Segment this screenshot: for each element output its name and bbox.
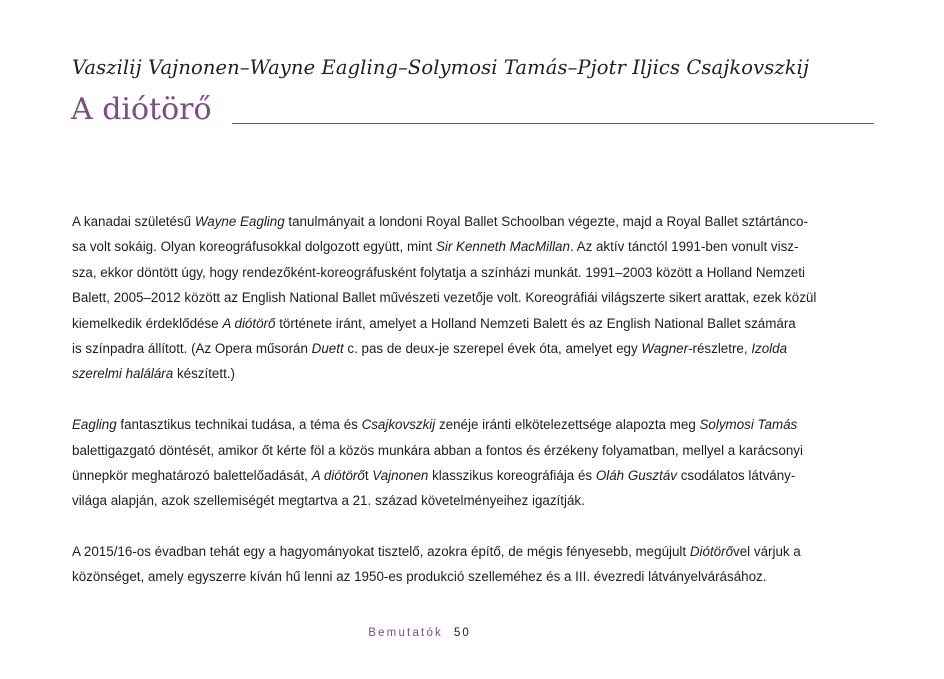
- italic-text: Sir Kenneth MacMillan: [435, 239, 570, 255]
- page-footer: [0, 627, 944, 647]
- text-run: t: [364, 467, 373, 483]
- text-run: fantasztikus technikai tudása, a téma és: [116, 417, 362, 433]
- text-run: története iránt, amelyet a Holland Nemzeti Balett és az English National Ballet számára: [275, 315, 796, 331]
- italic-text: Vajnonen: [372, 467, 429, 483]
- text-run: világa alapján, azok szellemiségét megtartva a 21. század követelményeihez igazítják.: [72, 493, 585, 509]
- text-line: [72, 285, 874, 310]
- paragraph: [72, 209, 874, 387]
- text-line: [72, 336, 874, 361]
- text-run: csodálatos látvány-: [676, 467, 796, 483]
- italic-text: A diótörő: [222, 315, 276, 331]
- text-line: [72, 260, 874, 285]
- italic-text: Diótörő: [689, 544, 734, 560]
- italic-text: Oláh Gusztáv: [595, 467, 677, 483]
- authors-line: Vaszilij Vajnonen–Wayne Eagling–Solymosi Tamás–Pjotr Iljics Csajkovszkij: [72, 56, 810, 79]
- text-run: balettigazgató döntését, amikor őt kérte föl a közös munkára abban a fontos és érzékeny folyamatban, mellyel a karácsonyi: [72, 442, 803, 458]
- text-line: [72, 438, 874, 463]
- paragraph: [72, 539, 874, 590]
- text-run: A 2015/16-os évadban tehát egy a hagyományokat tisztelő, azokra építő, de mégis fényesebb, megújult: [72, 544, 690, 560]
- text-run: A kanadai születésű: [72, 214, 195, 229]
- text-run: kiemelkedik érdeklődése: [72, 315, 223, 331]
- text-run: zenéje iránti elkötelezettsége alapozta meg: [435, 417, 700, 433]
- text-run: sa volt sokáig. Olyan koreográfusokkal dolgozott együtt, mint: [72, 239, 436, 255]
- text-run: is színpadra állított. (Az Opera műsorán: [72, 340, 312, 356]
- text-run: Balett, 2005–2012 között az English National Ballet művészeti vezetője volt. Koreográfiái világszerte sikert arattak, ezek közül: [72, 290, 817, 306]
- italic-text: A diótörő: [311, 467, 365, 483]
- italic-text: Solymosi Tamás: [699, 417, 798, 433]
- italic-text: szerelmi halálára: [72, 366, 174, 382]
- text-run: tanulmányait a londoni Royal Ballet Schoolban végezte, majd a Royal Ballet sztártánco-: [284, 214, 808, 229]
- text-line: [72, 412, 874, 437]
- page-number: 50: [454, 627, 471, 639]
- text-run: -részletre,: [688, 340, 752, 356]
- italic-text: Wayne Eagling: [194, 214, 285, 229]
- text-line: [72, 311, 874, 336]
- text-line: [72, 234, 874, 259]
- text-run: c. pas de deux-je szerepel évek óta, amelyet egy: [343, 340, 642, 356]
- text-run: vel várjuk a: [733, 544, 801, 560]
- italic-text: Duett: [311, 340, 344, 356]
- text-line: [72, 209, 874, 234]
- title-rule: [232, 123, 874, 124]
- text-run: közönséget, amely egyszerre kíván hű lenni az 1950-es produkció szelleméhez és a III. évezredi látványelvárásához.: [72, 569, 767, 585]
- footer-section-label: Bemutatók: [368, 627, 443, 639]
- body-text: [72, 209, 874, 615]
- page-title: A diótörő: [71, 92, 212, 127]
- text-run: ünnepkör meghatározó balettelőadását,: [72, 467, 312, 483]
- italic-text: Izolda: [751, 340, 788, 356]
- text-run: . Az aktív tánctól 1991-ben vonult visz-: [569, 239, 799, 255]
- text-run: készített.): [173, 366, 235, 382]
- text-line: [72, 539, 874, 564]
- text-run: sza, ekkor döntött úgy, hogy rendezőként-koreográfusként folytatja a színházi munkát. 1991–2003 között a Holland Nemzeti: [72, 264, 805, 280]
- text-line: [72, 361, 874, 386]
- italic-text: Csajkovszkij: [361, 417, 436, 433]
- text-line: [72, 564, 874, 589]
- text-run: klasszikus koreográfiája és: [428, 467, 596, 483]
- paragraph: [72, 412, 874, 514]
- text-line: [72, 463, 874, 488]
- text-line: [72, 488, 874, 513]
- title-row: [71, 92, 874, 136]
- italic-text: Eagling: [72, 417, 117, 433]
- italic-text: Wagner: [641, 340, 689, 356]
